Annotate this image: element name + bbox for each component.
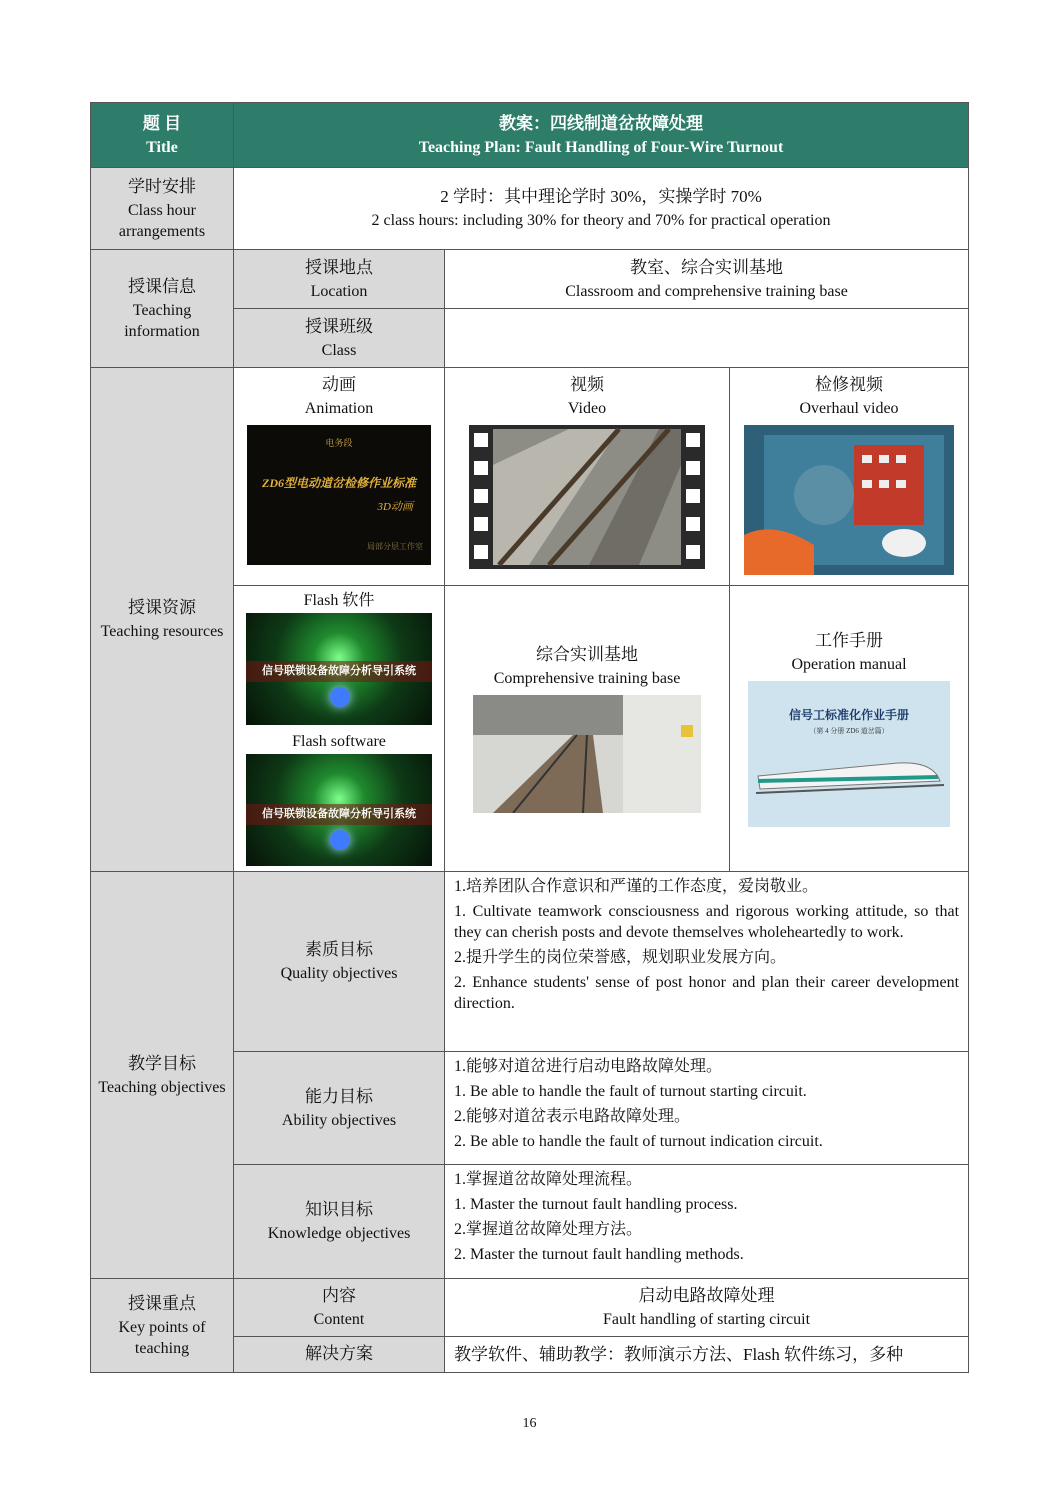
teaching-info-label-en: Teaching information [124,301,200,340]
class-hours-value-en: 2 class hours: including 30% for theory and 70% for practical operation [371,212,831,229]
class-label-cell [234,309,445,368]
quality-label-en: Quality objectives [280,965,398,982]
knowledge-label-en: Knowledge objectives [267,1225,411,1242]
title-row [91,103,969,168]
overhaul-label-en: Overhaul video [799,400,899,417]
key-points-label-zh: 授课重点 [128,1293,196,1313]
class-hours-value-cell [234,168,969,250]
key-points-label-en: Key points of teaching [118,1318,206,1357]
film-strip-icon [469,425,705,569]
content-value-cell [445,1279,969,1337]
flash-thumbnail-2[interactable] [246,754,432,866]
ability-items-cell [445,1052,969,1165]
overhaul-thumbnail[interactable] [744,425,954,575]
teaching-info-label-cell [91,250,234,368]
location-label-zh: 授课地点 [305,257,373,277]
resources-label-zh: 授课资源 [128,598,196,617]
video-thumbnail[interactable] [469,425,705,569]
training-base-label-zh: 综合实训基地 [536,645,638,664]
class-label-en: Class [321,341,357,359]
objectives-label-en: Teaching objectives [98,1078,226,1096]
quality-item: 1. Cultivate teamwork consciousness and rigorous working attitude, so that they can cherish posts and devote themselves wholeheartedly to work. [454,903,960,941]
knowledge-label-cell [234,1165,445,1279]
manual-cell [730,586,969,872]
manual-cover-title: 信号工标准化作业手册 [789,708,910,722]
train-icon [748,681,950,827]
solution-value: 教学软件、辅助教学：教师演示方法、Flash 软件练习，多种 [454,1345,904,1364]
knowledge-item: 1.掌握道岔故障处理流程。 [454,1171,643,1188]
class-hours-label-en: Class hour arrangements [118,201,206,240]
quality-item: 2.提升学生的岗位荣誉感，规划职业发展方向。 [454,949,787,966]
quality-items-cell [445,872,969,1052]
railway-track-icon [473,695,701,813]
flash-banner-2: 信号联锁设备故障分析导引系统 [246,804,432,825]
content-label-cell [234,1279,445,1337]
location-label-en: Location [310,282,368,300]
overhaul-cell [730,368,969,586]
quality-label-cell [234,872,445,1052]
title-value-zh: 教案：四线制道岔故障处理 [499,113,704,133]
training-base-label-en: Comprehensive training base [493,670,681,687]
video-label-en: Video [567,400,607,417]
content-label-zh: 内容 [322,1286,356,1305]
teaching-info-label-zh: 授课信息 [128,276,196,296]
resources-label-cell [91,368,234,872]
quality-row [91,872,969,1052]
location-value-en: Classroom and comprehensive training base [565,282,848,300]
objectives-label-cell [91,872,234,1279]
location-row [91,250,969,309]
animation-thumbnail[interactable] [247,425,431,565]
class-hours-row [91,168,969,250]
quality-label-zh: 素质目标 [305,940,373,959]
animation-caption-sub: 3D动画 [377,501,413,513]
location-value-cell [445,250,969,309]
animation-caption-bottom: 局部分层工作室 [367,542,423,551]
title-value-en: Teaching Plan: Fault Handling of Four-Wire Turnout [418,138,784,156]
manual-cover[interactable] [748,681,950,827]
manual-label-en: Operation manual [791,656,907,673]
solution-label-zh: 解决方案 [305,1343,373,1363]
video-label-zh: 视频 [570,375,604,394]
solution-label-cell [234,1337,445,1373]
class-hours-value-zh: 2 学时：其中理论学时 30%，实操学时 70% [440,187,762,206]
ability-item: 2.能够对道岔表示电路故障处理。 [454,1108,691,1125]
training-base-cell [445,586,730,872]
video-cell [445,368,730,586]
quality-item: 1.培养团队合作意识和严谨的工作态度，爱岗敬业。 [454,878,819,895]
page-number: 16 [522,1416,537,1431]
switch-machine-icon [744,425,954,575]
signal-lamp-icon [330,830,350,850]
flash-thumbnail-1[interactable] [246,613,432,725]
content-label-en: Content [313,1311,365,1328]
knowledge-item: 1. Master the turnout fault handling process. [454,1196,738,1213]
resources-label-en: Teaching resources [100,623,224,640]
title-value-cell [234,103,969,168]
class-label-zh: 授课班级 [305,316,373,336]
content-value-zh: 启动电路故障处理 [638,1286,775,1305]
flash-banner-1: 信号联锁设备故障分析导引系统 [246,661,432,682]
animation-caption-top: 电务段 [325,438,353,448]
solution-value-cell [445,1337,969,1373]
animation-label-zh: 动画 [322,375,356,394]
animation-cell [234,368,445,586]
ability-item: 1.能够对道岔进行启动电路故障处理。 [454,1058,723,1075]
teaching-plan-table [90,102,969,1373]
signal-lamp-icon [330,687,350,707]
content-value-en: Fault handling of starting circuit [602,1311,811,1328]
resources-row-1 [91,368,969,586]
knowledge-items-cell [445,1165,969,1279]
class-hours-label-zh: 学时安排 [128,176,196,196]
key-content-row [91,1279,969,1337]
knowledge-item: 2. Master the turnout fault handling methods. [454,1246,744,1263]
manual-cover-subtitle: （第 4 分册 ZD6 道岔篇） [809,727,889,735]
location-value-zh: 教室、综合实训基地 [630,257,784,277]
quality-item: 2. Enhance students' sense of post honor and plan their career development direction. [454,974,960,1012]
flash-label-2: Flash software [292,733,386,750]
overhaul-label-zh: 检修视频 [815,375,884,394]
ability-label-cell [234,1052,445,1165]
ability-label-en: Ability objectives [281,1111,397,1129]
knowledge-label-zh: 知识目标 [305,1200,373,1219]
class-value-cell [445,309,969,368]
title-label-zh: 题 目 [142,113,182,133]
ability-label-zh: 能力目标 [305,1086,373,1106]
animation-label-en: Animation [304,400,374,417]
class-hours-label-cell [91,168,234,250]
title-label-en: Title [146,138,178,156]
ability-item: 1. Be able to handle the fault of turnout starting circuit. [454,1083,807,1100]
flash-label-1: Flash 软件 [303,592,375,609]
flash-cell [234,586,445,872]
objectives-label-zh: 教学目标 [128,1053,196,1073]
ability-item: 2. Be able to handle the fault of turnout indication circuit. [454,1133,823,1150]
knowledge-item: 2.掌握道岔故障处理方法。 [454,1221,643,1238]
title-label-cell [91,103,234,168]
manual-label-zh: 工作手册 [815,631,884,650]
location-label-cell [234,250,445,309]
key-points-label-cell [91,1279,234,1373]
training-base-photo[interactable] [473,695,701,813]
animation-caption-main: ZD6型电动道岔检修作业标准 [262,476,416,490]
